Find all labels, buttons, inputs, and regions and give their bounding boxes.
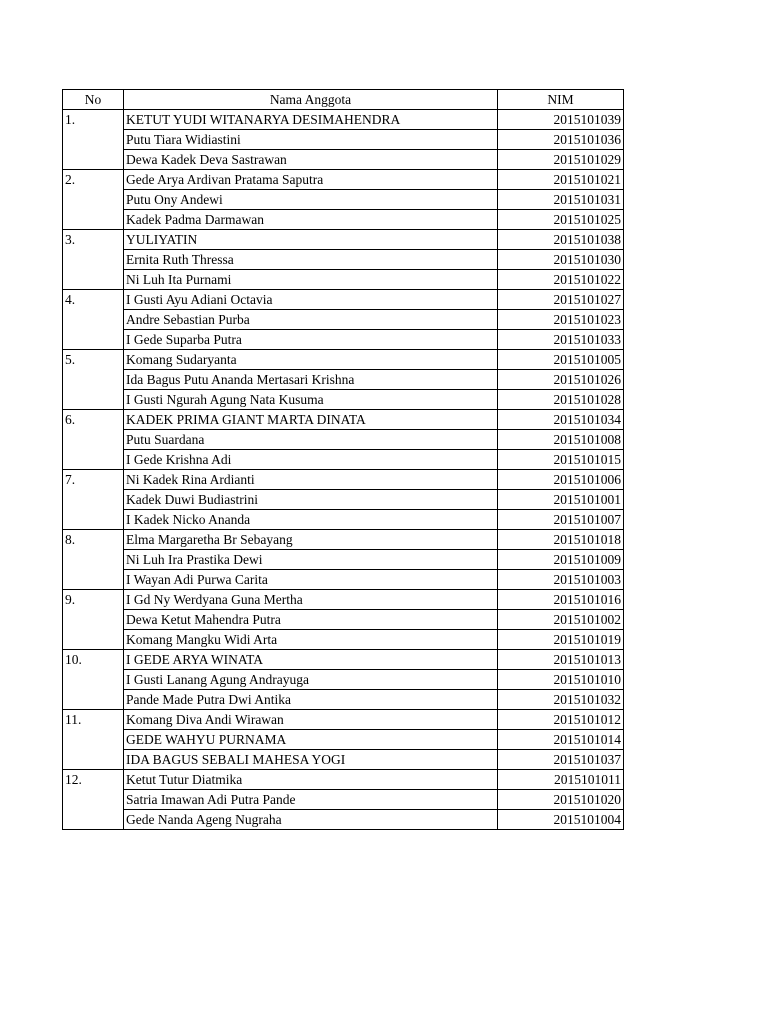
table-row bbox=[63, 570, 624, 590]
member-nim: 2015101003 bbox=[498, 570, 624, 590]
table-row bbox=[63, 110, 624, 130]
member-name: Pande Made Putra Dwi Antika bbox=[124, 690, 498, 710]
group-number: 9. bbox=[63, 590, 124, 650]
member-nim: 2015101026 bbox=[498, 370, 624, 390]
member-nim: 2015101020 bbox=[498, 790, 624, 810]
member-name: Gede Nanda Ageng Nugraha bbox=[124, 810, 498, 830]
member-name: Satria Imawan Adi Putra Pande bbox=[124, 790, 498, 810]
header-nim: NIM bbox=[498, 90, 624, 110]
member-nim: 2015101008 bbox=[498, 430, 624, 450]
member-name: I Kadek Nicko Ananda bbox=[124, 510, 498, 530]
member-nim: 2015101016 bbox=[498, 590, 624, 610]
table-row bbox=[63, 810, 624, 830]
member-name: Komang Diva Andi Wirawan bbox=[124, 710, 498, 730]
member-name: I Gd Ny Werdyana Guna Mertha bbox=[124, 590, 498, 610]
member-nim: 2015101002 bbox=[498, 610, 624, 630]
member-name: Ni Luh Ita Purnami bbox=[124, 270, 498, 290]
table-row bbox=[63, 230, 624, 250]
member-name: YULIYATIN bbox=[124, 230, 498, 250]
member-name: Putu Suardana bbox=[124, 430, 498, 450]
table-row bbox=[63, 470, 624, 490]
table-row bbox=[63, 770, 624, 790]
member-nim: 2015101025 bbox=[498, 210, 624, 230]
member-name: Gede Arya Ardivan Pratama Saputra bbox=[124, 170, 498, 190]
table-row bbox=[63, 390, 624, 410]
member-name: Putu Tiara Widiastini bbox=[124, 130, 498, 150]
member-nim: 2015101039 bbox=[498, 110, 624, 130]
table-row bbox=[63, 510, 624, 530]
group-number: 11. bbox=[63, 710, 124, 770]
header-nama: Nama Anggota bbox=[124, 90, 498, 110]
table-row bbox=[63, 670, 624, 690]
group-number: 5. bbox=[63, 350, 124, 410]
member-name: Elma Margaretha Br Sebayang bbox=[124, 530, 498, 550]
table-row bbox=[63, 210, 624, 230]
member-name: KADEK PRIMA GIANT MARTA DINATA bbox=[124, 410, 498, 430]
table-row bbox=[63, 310, 624, 330]
table-row bbox=[63, 270, 624, 290]
member-nim: 2015101038 bbox=[498, 230, 624, 250]
header-row bbox=[63, 90, 624, 110]
table-row bbox=[63, 690, 624, 710]
member-name: KETUT YUDI WITANARYA DESIMAHENDRA bbox=[124, 110, 498, 130]
member-nim: 2015101010 bbox=[498, 670, 624, 690]
member-nim: 2015101027 bbox=[498, 290, 624, 310]
table-row bbox=[63, 630, 624, 650]
group-number: 7. bbox=[63, 470, 124, 530]
member-name: I Wayan Adi Purwa Carita bbox=[124, 570, 498, 590]
member-nim: 2015101009 bbox=[498, 550, 624, 570]
member-name: Putu Ony Andewi bbox=[124, 190, 498, 210]
table-row bbox=[63, 410, 624, 430]
member-name: Ketut Tutur Diatmika bbox=[124, 770, 498, 790]
member-name: Ni Kadek Rina Ardianti bbox=[124, 470, 498, 490]
member-name: Dewa Kadek Deva Sastrawan bbox=[124, 150, 498, 170]
table-row bbox=[63, 710, 624, 730]
member-nim: 2015101018 bbox=[498, 530, 624, 550]
table-row bbox=[63, 490, 624, 510]
member-nim: 2015101029 bbox=[498, 150, 624, 170]
group-number: 12. bbox=[63, 770, 124, 830]
member-nim: 2015101028 bbox=[498, 390, 624, 410]
member-nim: 2015101031 bbox=[498, 190, 624, 210]
table-row bbox=[63, 450, 624, 470]
header-no: No bbox=[63, 90, 124, 110]
member-nim: 2015101030 bbox=[498, 250, 624, 270]
table-row bbox=[63, 610, 624, 630]
table-row bbox=[63, 650, 624, 670]
table-row bbox=[63, 790, 624, 810]
group-number: 10. bbox=[63, 650, 124, 710]
table-row bbox=[63, 750, 624, 770]
table-row bbox=[63, 170, 624, 190]
table-row bbox=[63, 590, 624, 610]
member-name: Komang Mangku Widi Arta bbox=[124, 630, 498, 650]
table-body bbox=[63, 110, 624, 830]
member-name: I GEDE ARYA WINATA bbox=[124, 650, 498, 670]
member-name: I Gusti Ayu Adiani Octavia bbox=[124, 290, 498, 310]
member-nim: 2015101023 bbox=[498, 310, 624, 330]
member-nim: 2015101015 bbox=[498, 450, 624, 470]
member-nim: 2015101006 bbox=[498, 470, 624, 490]
member-name: Dewa Ketut Mahendra Putra bbox=[124, 610, 498, 630]
member-nim: 2015101013 bbox=[498, 650, 624, 670]
group-number: 6. bbox=[63, 410, 124, 470]
member-name: Ni Luh Ira Prastika Dewi bbox=[124, 550, 498, 570]
table-row bbox=[63, 430, 624, 450]
member-nim: 2015101007 bbox=[498, 510, 624, 530]
member-nim: 2015101005 bbox=[498, 350, 624, 370]
member-name: I Gusti Lanang Agung Andrayuga bbox=[124, 670, 498, 690]
member-name: Kadek Padma Darmawan bbox=[124, 210, 498, 230]
table-row bbox=[63, 330, 624, 350]
member-name: I Gede Krishna Adi bbox=[124, 450, 498, 470]
member-nim: 2015101021 bbox=[498, 170, 624, 190]
table-row bbox=[63, 130, 624, 150]
member-nim: 2015101034 bbox=[498, 410, 624, 430]
group-number: 8. bbox=[63, 530, 124, 590]
member-nim: 2015101019 bbox=[498, 630, 624, 650]
table-row bbox=[63, 350, 624, 370]
member-name: I Gusti Ngurah Agung Nata Kusuma bbox=[124, 390, 498, 410]
member-name: Kadek Duwi Budiastrini bbox=[124, 490, 498, 510]
member-name: Ida Bagus Putu Ananda Mertasari Krishna bbox=[124, 370, 498, 390]
member-nim: 2015101011 bbox=[498, 770, 624, 790]
member-name: Andre Sebastian Purba bbox=[124, 310, 498, 330]
table-row bbox=[63, 190, 624, 210]
member-name: Komang Sudaryanta bbox=[124, 350, 498, 370]
member-nim: 2015101033 bbox=[498, 330, 624, 350]
member-nim: 2015101022 bbox=[498, 270, 624, 290]
table-row bbox=[63, 530, 624, 550]
member-nim: 2015101032 bbox=[498, 690, 624, 710]
table-row bbox=[63, 250, 624, 270]
member-nim: 2015101012 bbox=[498, 710, 624, 730]
table-row bbox=[63, 150, 624, 170]
group-number: 1. bbox=[63, 110, 124, 170]
member-table bbox=[62, 89, 624, 830]
table-row bbox=[63, 290, 624, 310]
member-name: IDA BAGUS SEBALI MAHESA YOGI bbox=[124, 750, 498, 770]
table-row bbox=[63, 550, 624, 570]
member-nim: 2015101037 bbox=[498, 750, 624, 770]
group-number: 4. bbox=[63, 290, 124, 350]
member-name: Ernita Ruth Thressa bbox=[124, 250, 498, 270]
group-number: 2. bbox=[63, 170, 124, 230]
member-nim: 2015101001 bbox=[498, 490, 624, 510]
member-nim: 2015101014 bbox=[498, 730, 624, 750]
member-nim: 2015101004 bbox=[498, 810, 624, 830]
member-nim: 2015101036 bbox=[498, 130, 624, 150]
table-row bbox=[63, 370, 624, 390]
table-row bbox=[63, 730, 624, 750]
member-name: I Gede Suparba Putra bbox=[124, 330, 498, 350]
group-number: 3. bbox=[63, 230, 124, 290]
member-name: GEDE WAHYU PURNAMA bbox=[124, 730, 498, 750]
